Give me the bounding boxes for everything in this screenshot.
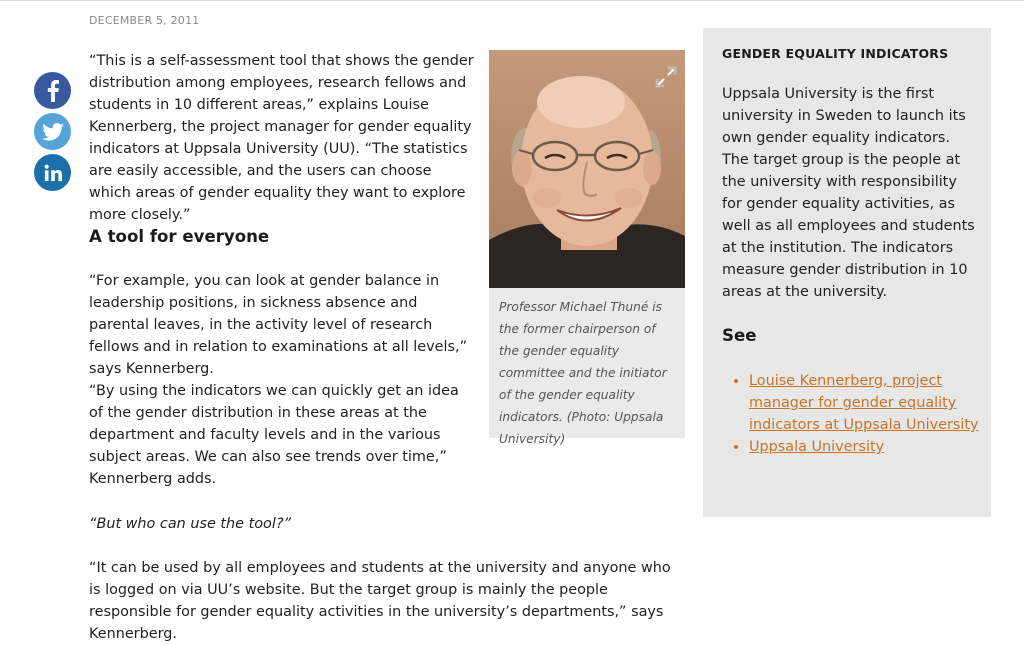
facebook-share-button[interactable] bbox=[34, 72, 71, 109]
twitter-icon bbox=[42, 123, 64, 141]
sidebar-description: Uppsala University is the first university in Sweden to launch its own gender equality indicators. The target group is the people at the university with responsibility for gender equality activities, as well as all employees and students at the institution. The indicators measure gender distribution in 10 areas at the university. bbox=[722, 86, 975, 300]
list-item bbox=[749, 436, 982, 458]
see-heading: See bbox=[722, 326, 757, 345]
sidebar-title: GENDER EQUALITY INDICATORS bbox=[722, 46, 949, 61]
top-divider bbox=[0, 0, 1024, 1]
paragraph-intro: “This is a self-assessment tool that shows the gender distribution among employees, research fellows and students in 10 different areas,” explains Louise Kennerberg, the project manager for gender equality indicators at Uppsala University (UU). “The statistics are easily accessible, and the users can choose which areas of gender equality they want to explore more closely.” bbox=[89, 53, 474, 223]
expand-icon bbox=[655, 66, 677, 88]
portrait-caption: Professor Michael Thuné is the former chairperson of the gender equality committee and the initiator of the gender equality indicators. (Photo: Uppsala University) bbox=[499, 300, 667, 446]
paragraph-examples: “For example, you can look at gender balance in leadership positions, in sickness absence and parental leaves, in the activity level of research fellows and in relation to examinations at all levels,” says Kennerberg. bbox=[89, 273, 468, 377]
section-heading-tool: A tool for everyone bbox=[89, 227, 270, 246]
see-links-list bbox=[722, 370, 982, 458]
link-uppsala-university[interactable]: Uppsala University bbox=[749, 439, 885, 455]
paragraph-target-group: “It can be used by all employees and students at the university and anyone who is logged on via UU’s website. But the target group is mainly the people responsible for gender equality activities in the university’s departments,” says Kennerberg. bbox=[89, 560, 671, 642]
portrait-figure bbox=[489, 50, 685, 446]
expand-image-button[interactable] bbox=[655, 66, 677, 88]
paragraph-indicators: “By using the indicators we can quickly get an idea of the gender distribution in these areas at the department and faculty levels and in the various subject areas. We can also see trends over time,” Kennerberg adds. bbox=[89, 383, 459, 487]
linkedin-share-button[interactable] bbox=[34, 154, 71, 191]
share-bar bbox=[34, 72, 71, 195]
gender-equality-sidebar bbox=[703, 28, 991, 517]
list-item bbox=[749, 370, 982, 436]
paragraph-question: “But who can use the tool?” bbox=[89, 516, 291, 532]
facebook-icon bbox=[46, 80, 60, 102]
linkedin-icon bbox=[44, 164, 62, 182]
twitter-share-button[interactable] bbox=[34, 113, 71, 150]
article-date: DECEMBER 5, 2011 bbox=[89, 14, 200, 27]
link-louise-kennerberg[interactable]: Louise Kennerberg, project manager for gender equality indicators at Uppsala University bbox=[749, 373, 979, 433]
portrait-photo[interactable] bbox=[489, 50, 685, 288]
